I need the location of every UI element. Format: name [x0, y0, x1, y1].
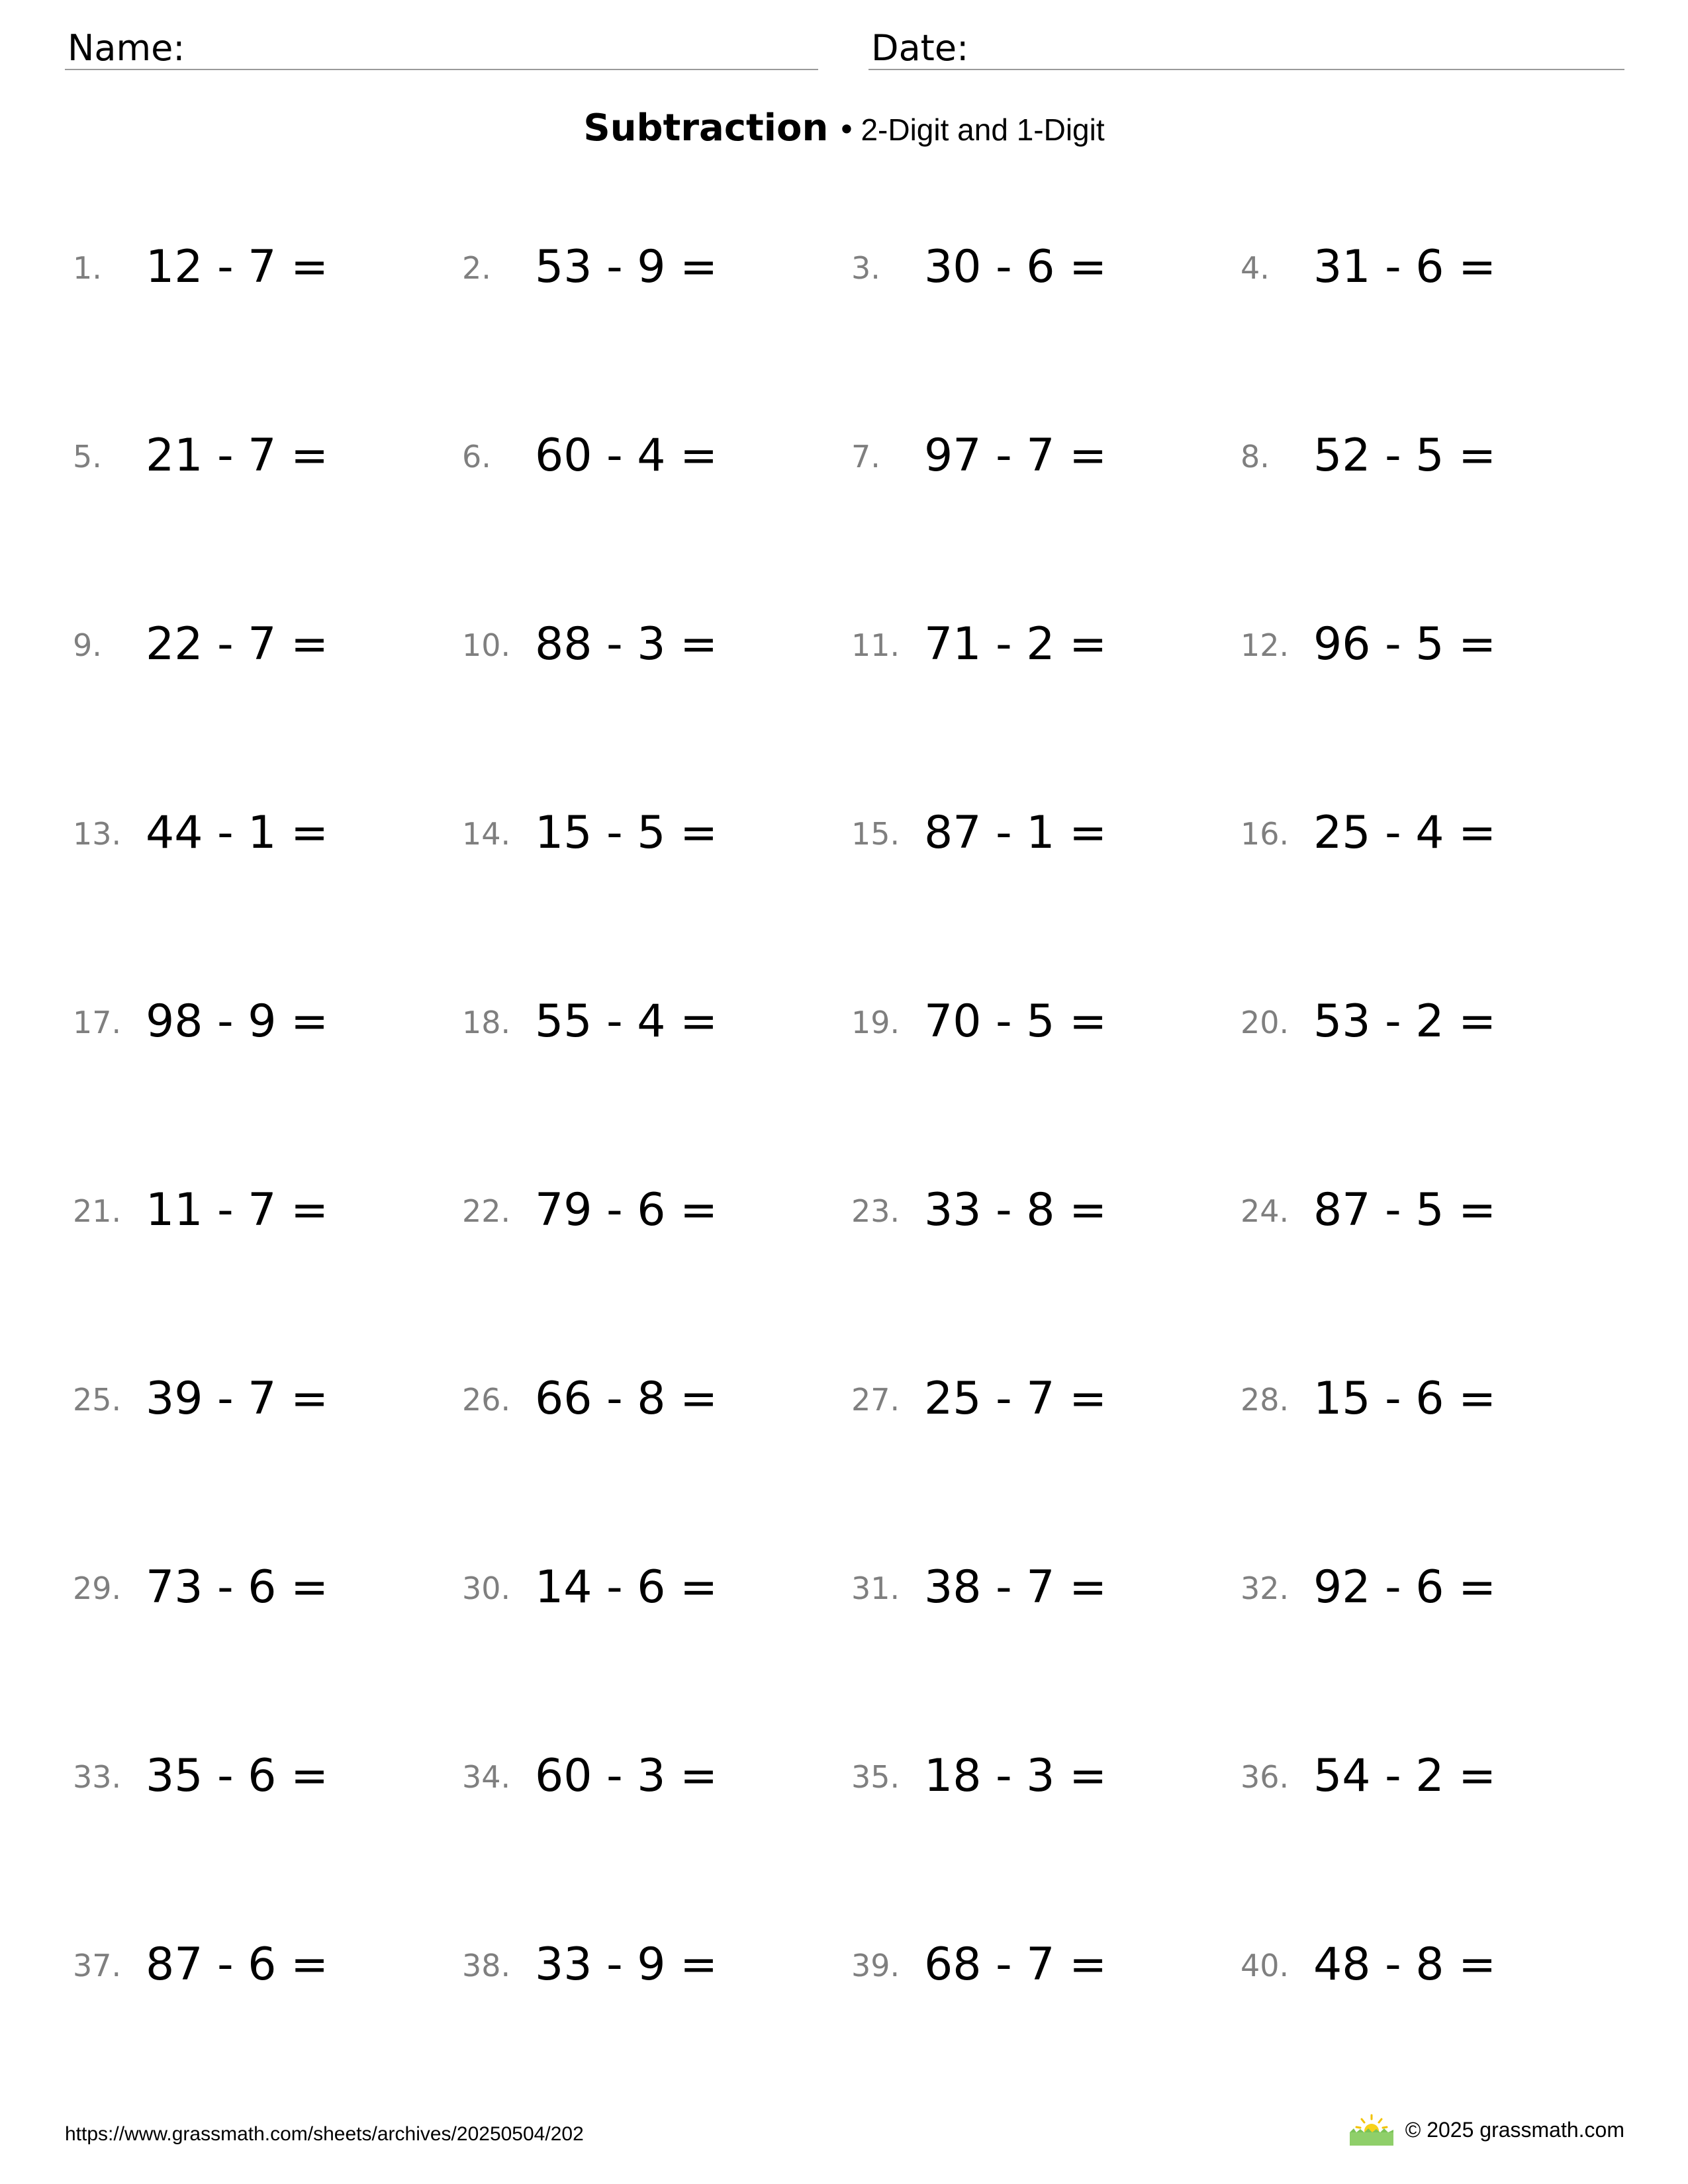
problem-grid [73, 241, 1630, 2131]
problem-item [462, 1938, 851, 2009]
problem-expression: 30 - 6 = [924, 241, 1107, 293]
problem-number: 36. [1241, 1759, 1289, 1795]
problem-number: 7. [851, 439, 880, 475]
problem-expression: 25 - 7 = [924, 1373, 1107, 1425]
problem-number: 32. [1241, 1570, 1289, 1606]
problem-item [851, 618, 1241, 688]
problem-item [1241, 1184, 1630, 1254]
problem-item [73, 618, 462, 688]
problem-number: 27. [851, 1382, 900, 1418]
problem-number: 29. [73, 1570, 122, 1606]
footer-brand [1347, 2113, 1624, 2147]
problem-number: 6. [462, 439, 491, 475]
problem-expression: 97 - 7 = [924, 430, 1107, 482]
problem-item [73, 1938, 462, 2009]
problem-expression: 39 - 7 = [146, 1373, 329, 1425]
problem-item [462, 430, 851, 500]
problem-expression: 44 - 1 = [146, 807, 329, 859]
problem-number: 31. [851, 1570, 900, 1606]
problem-expression: 35 - 6 = [146, 1750, 329, 1802]
problem-number: 18. [462, 1005, 511, 1040]
problem-expression: 60 - 3 = [535, 1750, 718, 1802]
problem-number: 12. [1241, 627, 1289, 663]
problem-expression: 87 - 1 = [924, 807, 1107, 859]
problem-item [73, 1561, 462, 1631]
problem-number: 13. [73, 816, 122, 852]
problem-item [73, 1750, 462, 1820]
problem-expression: 52 - 5 = [1313, 430, 1497, 482]
problem-item [462, 995, 851, 1066]
title-main: Subtraction [583, 107, 829, 150]
title-subtitle: 2-Digit and 1-Digit [861, 113, 1105, 147]
problem-number: 33. [73, 1759, 122, 1795]
problem-expression: 12 - 7 = [146, 241, 329, 293]
problem-number: 2. [462, 250, 491, 286]
problem-number: 9. [73, 627, 102, 663]
problem-number: 5. [73, 439, 102, 475]
problem-expression: 87 - 5 = [1313, 1184, 1497, 1236]
problem-item [1241, 995, 1630, 1066]
problem-expression: 53 - 9 = [535, 241, 718, 293]
problem-item [462, 807, 851, 877]
problem-item [851, 430, 1241, 500]
date-field[interactable] [868, 24, 1624, 70]
problem-item [1241, 1561, 1630, 1631]
problem-item [851, 1750, 1241, 1820]
problem-number: 38. [462, 1948, 511, 1983]
problem-expression: 21 - 7 = [146, 430, 329, 482]
problem-expression: 88 - 3 = [535, 618, 718, 670]
problem-number: 14. [462, 816, 511, 852]
problem-item [851, 995, 1241, 1066]
problem-number: 11. [851, 627, 900, 663]
problem-item [73, 1184, 462, 1254]
problem-expression: 66 - 8 = [535, 1373, 718, 1425]
problem-expression: 70 - 5 = [924, 995, 1107, 1048]
problem-item [73, 430, 462, 500]
footer-copyright: © 2025 grassmath.com [1405, 2117, 1624, 2142]
problem-number: 37. [73, 1948, 122, 1983]
problem-item [462, 1184, 851, 1254]
name-label: Name: [68, 27, 185, 69]
problem-item [462, 618, 851, 688]
problem-item [1241, 807, 1630, 877]
problem-item [1241, 1750, 1630, 1820]
problem-item [73, 241, 462, 311]
problem-number: 35. [851, 1759, 900, 1795]
problem-expression: 18 - 3 = [924, 1750, 1107, 1802]
problem-number: 1. [73, 250, 102, 286]
footer-url: https://www.grassmath.com/sheets/archives/20250504/202 [65, 2123, 584, 2145]
problem-expression: 15 - 6 = [1313, 1373, 1497, 1425]
problem-item [851, 1561, 1241, 1631]
problem-item [462, 241, 851, 311]
problem-number: 3. [851, 250, 880, 286]
problem-expression: 31 - 6 = [1313, 241, 1497, 293]
problem-expression: 79 - 6 = [535, 1184, 718, 1236]
problem-number: 15. [851, 816, 900, 852]
problem-number: 34. [462, 1759, 511, 1795]
problem-expression: 14 - 6 = [535, 1561, 718, 1614]
problem-expression: 87 - 6 = [146, 1938, 329, 1991]
problem-expression: 71 - 2 = [924, 618, 1107, 670]
problem-number: 10. [462, 627, 511, 663]
problem-number: 25. [73, 1382, 122, 1418]
problem-expression: 15 - 5 = [535, 807, 718, 859]
date-label: Date: [871, 27, 969, 69]
title-bullet: • [837, 112, 856, 148]
problem-expression: 38 - 7 = [924, 1561, 1107, 1614]
problem-expression: 73 - 6 = [146, 1561, 329, 1614]
problem-expression: 98 - 9 = [146, 995, 329, 1048]
problem-item [1241, 241, 1630, 311]
problem-expression: 68 - 7 = [924, 1938, 1107, 1991]
problem-number: 26. [462, 1382, 511, 1418]
problem-item [1241, 1373, 1630, 1443]
problem-expression: 33 - 8 = [924, 1184, 1107, 1236]
problem-item [1241, 1938, 1630, 2009]
problem-number: 28. [1241, 1382, 1289, 1418]
problem-number: 21. [73, 1193, 122, 1229]
problem-expression: 54 - 2 = [1313, 1750, 1497, 1802]
problem-item [1241, 618, 1630, 688]
problem-item [851, 1184, 1241, 1254]
name-field[interactable] [65, 24, 818, 70]
problem-item [73, 807, 462, 877]
problem-number: 22. [462, 1193, 511, 1229]
problem-number: 16. [1241, 816, 1289, 852]
sun-over-grass-icon [1347, 2113, 1396, 2147]
problem-item [851, 241, 1241, 311]
problem-item [462, 1750, 851, 1820]
problem-number: 17. [73, 1005, 122, 1040]
problem-expression: 11 - 7 = [146, 1184, 329, 1236]
problem-expression: 96 - 5 = [1313, 618, 1497, 670]
problem-expression: 33 - 9 = [535, 1938, 718, 1991]
problem-number: 40. [1241, 1948, 1289, 1983]
problem-number: 8. [1241, 439, 1270, 475]
problem-expression: 92 - 6 = [1313, 1561, 1497, 1614]
problem-expression: 48 - 8 = [1313, 1938, 1497, 1991]
problem-item [851, 807, 1241, 877]
problem-item [851, 1373, 1241, 1443]
problem-expression: 60 - 4 = [535, 430, 718, 482]
problem-number: 30. [462, 1570, 511, 1606]
problem-number: 23. [851, 1193, 900, 1229]
problem-item [462, 1561, 851, 1631]
problem-item [73, 1373, 462, 1443]
problem-item [462, 1373, 851, 1443]
problem-number: 19. [851, 1005, 900, 1040]
problem-item [73, 995, 462, 1066]
problem-expression: 25 - 4 = [1313, 807, 1497, 859]
problem-expression: 22 - 7 = [146, 618, 329, 670]
problem-expression: 53 - 2 = [1313, 995, 1497, 1048]
problem-item [1241, 430, 1630, 500]
worksheet-title [0, 102, 1688, 163]
problem-number: 20. [1241, 1005, 1289, 1040]
problem-number: 39. [851, 1948, 900, 1983]
problem-number: 24. [1241, 1193, 1289, 1229]
problem-number: 4. [1241, 250, 1270, 286]
problem-expression: 55 - 4 = [535, 995, 718, 1048]
problem-item [851, 1938, 1241, 2009]
